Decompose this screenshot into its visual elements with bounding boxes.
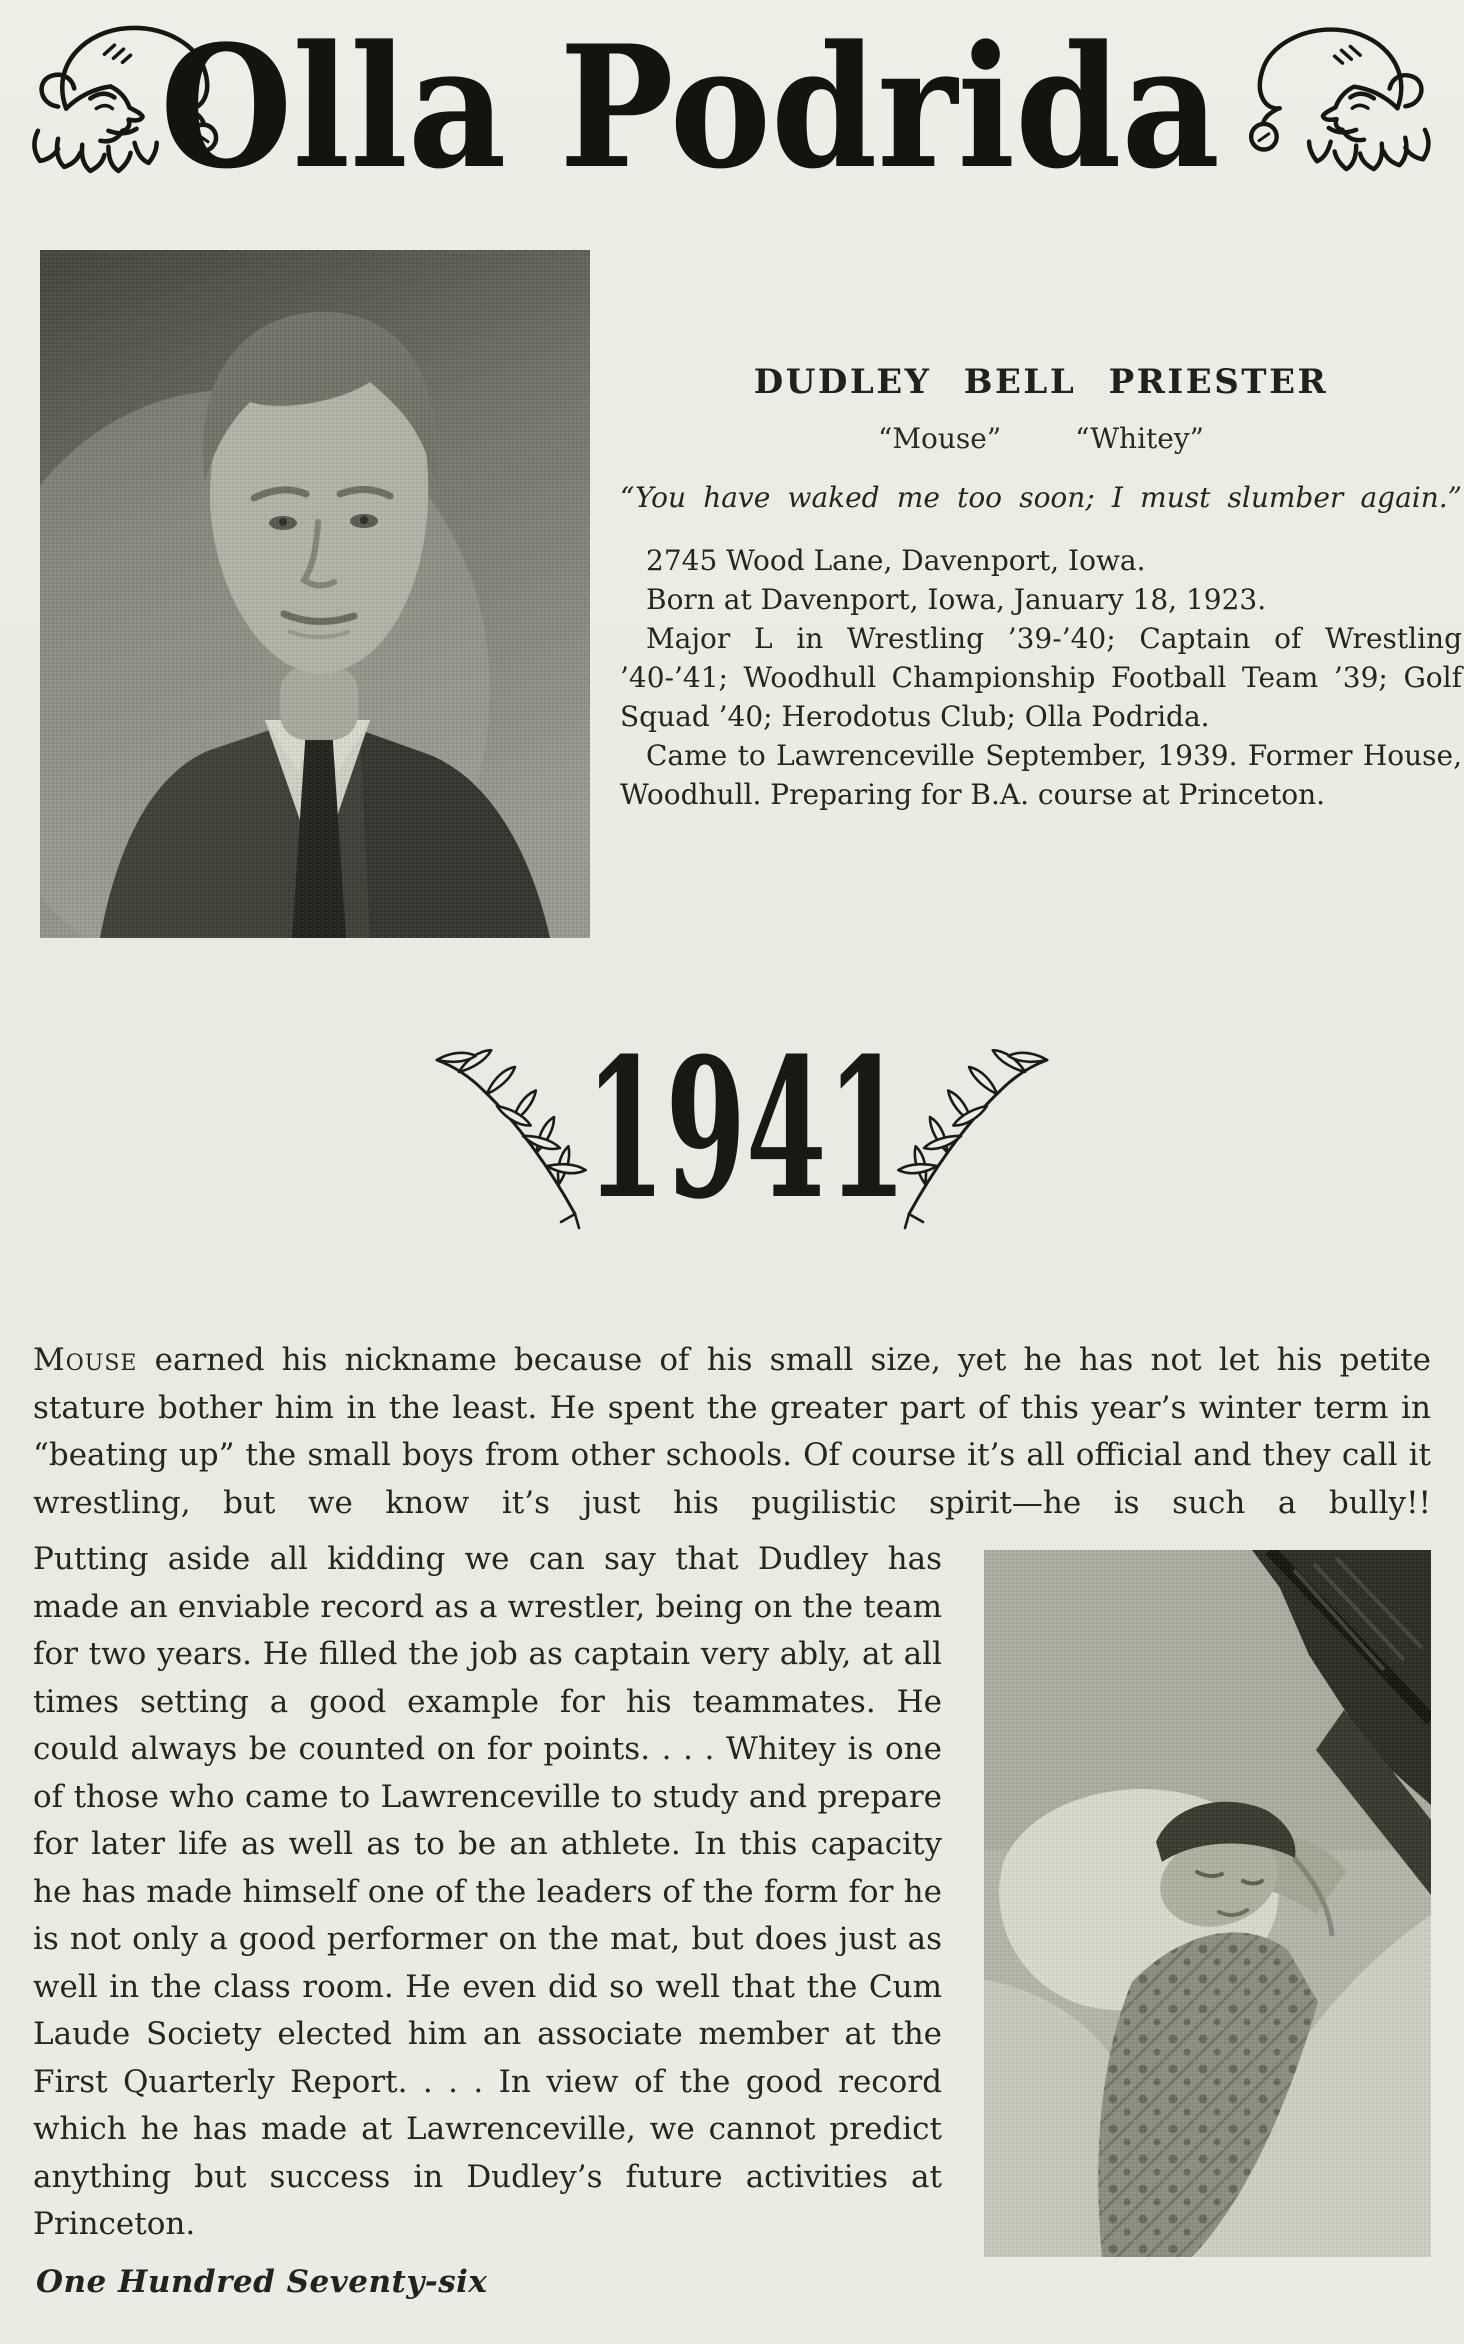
detail-address: 2745 Wood Lane, Davenport, Iowa. (646, 544, 1146, 577)
lead-word: Mouse (33, 1342, 138, 1378)
jester-head-right-illustration (1230, 14, 1452, 176)
class-year-ornament (417, 1020, 1067, 1245)
page-title-banner (150, 0, 1230, 232)
page-number-label: One Hundred Seventy-six (36, 2264, 488, 2300)
detail-activities: Major L in Wrestling ’39-’40; Captain of Wrestling ’40-’41; Woodhull Championship Football Team ’39; Golf Squad ’40; Herodotus Club; Olla Podrida. (620, 622, 1462, 733)
detail-history: Came to Lawrenceville September, 1939. Former House, Woodhull. Preparing for B.A. course at Princeton. (620, 739, 1462, 811)
page-title: Olla Podrida (160, 8, 1220, 206)
writeup-section (33, 1337, 1431, 2263)
nicknames-row (620, 422, 1462, 455)
senior-quote: “You have waked me too soon; I must slumber again.” (620, 481, 1462, 514)
detail-birth: Born at Davenport, Iowa, January 18, 1923. (646, 583, 1267, 616)
class-year: 1941 (585, 1020, 907, 1242)
nickname-mouse: “Mouse” (878, 422, 1002, 455)
profile-details (620, 541, 1462, 814)
sleeping-photo (984, 1550, 1431, 2257)
portrait-photo (40, 250, 590, 938)
student-name: DUDLEY BELL PRIESTER (753, 362, 1329, 402)
nickname-whitey: “Whitey” (1075, 422, 1204, 455)
writeup-paragraph-2: Putting aside all kidding we can say that Dudley has made an enviable record as a wrestler, being on the team for two years. He filled the job as captain very ably, at all times setting a good example for his teammates. He could always be counted on for points. . . . Whitey is one of those who came to Lawrenceville to study and prepare for later life as well as to be an athlete. In this capacity he has made himself one of the leaders of the form for he is not only a good performer on the mat, but does just as well in the class room. He even did so well that the Cum Laude Society elected him an associate member at the First Quarterly Report. . . . In view of the good record which he has made at Lawrenceville, we cannot predict anything but success in Dudley’s future activities at Princeton. (33, 1541, 942, 2242)
writeup-paragraph-1 (33, 1337, 1431, 1527)
profile-column (620, 362, 1462, 814)
paragraph-1-text: earned his nickname because of his small size, yet he has not let his petite stature bother him in the least. He spent the greater part of this year’s winter term in “beating up” the small boys from other schools. Of course it’s all official and they call it wrestling, but we know it’s just his pugilistic spirit—he is such a bully!! (33, 1342, 1431, 1521)
